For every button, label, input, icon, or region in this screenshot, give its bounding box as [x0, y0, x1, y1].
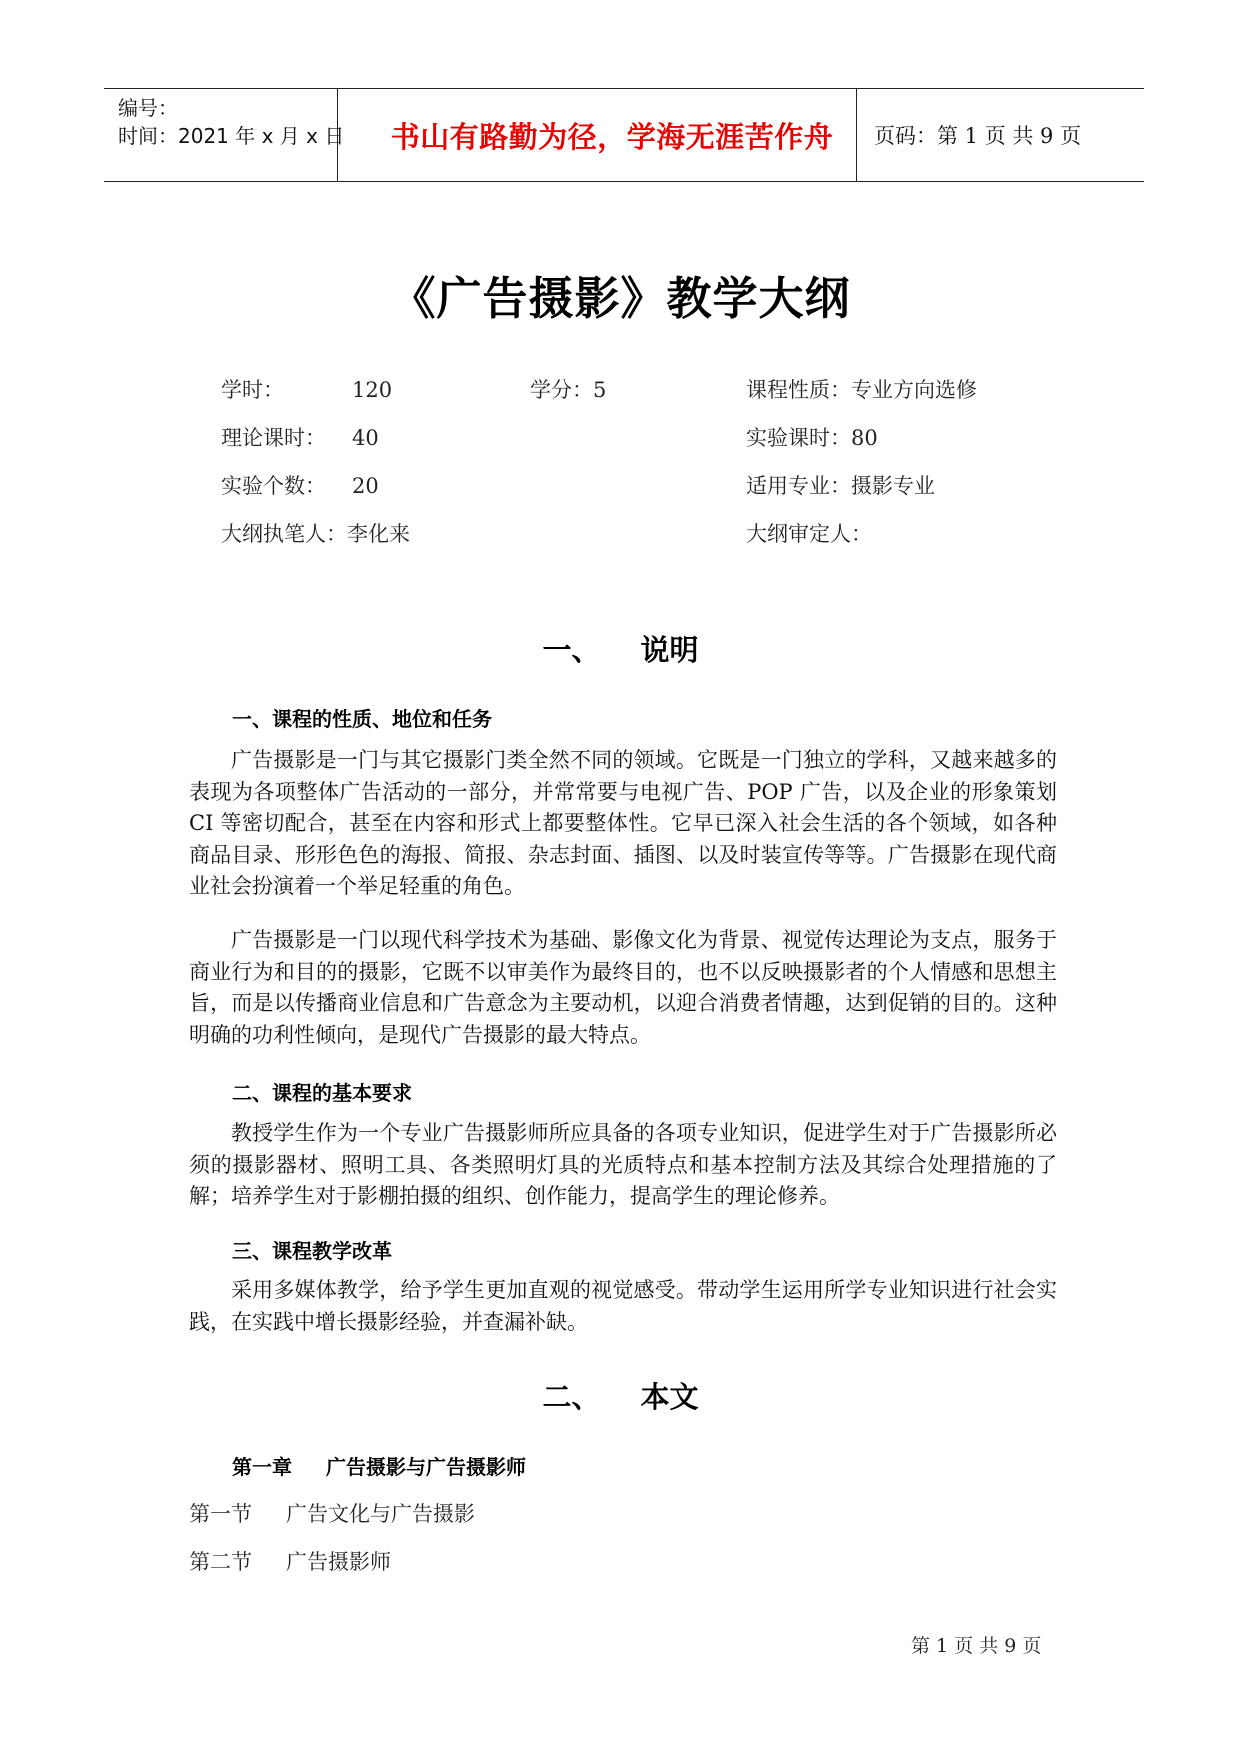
info-row-1 — [0, 372, 1241, 408]
syllabus-reviewer: 大纲审定人： — [746, 522, 872, 546]
section-line-1 — [189, 1498, 475, 1528]
header-page-label: 页码：第 1 页 共 9 页 — [874, 124, 1082, 148]
header-number-label: 编号： — [118, 96, 178, 120]
chapter-number: 第一章 — [232, 1455, 292, 1479]
theory-hours-label: 理论课时： — [221, 426, 326, 450]
section-1-label: 第一节 — [189, 1502, 252, 1526]
paragraph-4: 采用多媒体教学，给予学生更加直观的视觉感受。带动学生运用所学专业知识进行社会实践，在实践中增长摄影经验，并查漏补缺。 — [189, 1278, 1057, 1334]
hours-value: 120 — [352, 378, 393, 402]
section-2-label: 第二节 — [189, 1550, 252, 1574]
section-1-number: 一、 — [542, 633, 601, 667]
chapter-heading — [232, 1451, 526, 1480]
document-title: 《广告摄影》教学大纲 — [390, 272, 851, 325]
paragraph-2: 广告摄影是一门以现代科学技术为基础、影像文化为背景、视觉传达理论为支点，服务于商业行为和目的的摄影，它既不以审美作为最终目的，也不以反映摄影者的个人情感和思想主旨，而是以传播商业信息和广告意念为主要动机，以迎合消费者情趣，达到促销的目的。这种明确的功利性倾向，是现代广告摄影的最大特点。 — [189, 928, 1057, 1047]
applicable-major: 适用专业：摄影专业 — [746, 474, 935, 498]
info-row-3 — [0, 468, 1241, 504]
section-heading-1 — [0, 628, 1241, 669]
section-1-name: 广告文化与广告摄影 — [286, 1502, 475, 1526]
section-1-title: 说明 — [640, 633, 699, 667]
header-divider-right — [856, 89, 857, 181]
subheading-course-nature: 一、课程的性质、地位和任务 — [232, 707, 492, 731]
paragraph-3: 教授学生作为一个专业广告摄影师所应具备的各项专业知识，促进学生对于广告摄影所必须的摄影器材、照明工具、各类照明灯具的光质特点和基本控制方法及其综合处理措施的了解；培养学生对于影棚拍摄的组织、创作能力，提高学生的理论修养。 — [189, 1121, 1057, 1208]
info-row-2 — [0, 420, 1241, 456]
hours-label: 学时： — [221, 378, 284, 402]
section-2-number: 二、 — [542, 1380, 601, 1414]
section-line-2 — [189, 1546, 391, 1576]
document-header — [104, 88, 1144, 182]
theory-hours-value: 40 — [352, 426, 379, 450]
info-row-4 — [0, 516, 1241, 552]
lab-count-label: 实验个数： — [221, 474, 326, 498]
chapter-title: 广告摄影与广告摄影师 — [326, 1455, 526, 1479]
subheading-teaching-reform: 三、课程教学改革 — [232, 1239, 392, 1263]
header-time-label: 时间：2021 年 x 月 x 日 — [118, 124, 345, 148]
header-meta — [118, 94, 344, 150]
course-nature: 课程性质：专业方向选修 — [746, 378, 977, 402]
header-motto: 书山有路勤为径，学海无涯苦作舟 — [390, 119, 834, 154]
paragraph-1: 广告摄影是一门与其它摄影门类全然不同的领域。它既是一门独立的学科，又越来越多的表现为各项整体广告活动的一部分，并常常要与电视广告、POP 广告，以及企业的形象策划 CI 等密切配合，甚至在内容和形式上都要整体性。它早已深入社会生活的各个领域，如各种商品目录、形形色色的海报、简报、杂志封面、插图、以及时装宣传等等。广告摄影在现代商业社会扮演着一个举足轻重的角色。 — [189, 748, 1057, 898]
subheading-basic-requirements: 二、课程的基本要求 — [232, 1081, 412, 1105]
section-2-title: 本文 — [640, 1380, 699, 1414]
lab-hours: 实验课时：80 — [746, 426, 878, 450]
credits: 学分：5 — [530, 378, 607, 402]
lab-count-value: 20 — [352, 474, 379, 498]
syllabus-author: 大纲执笔人：李化来 — [221, 522, 410, 546]
section-heading-2 — [0, 1375, 1241, 1416]
page-footer: 第 1 页 共 9 页 — [911, 1635, 1042, 1657]
section-2-name: 广告摄影师 — [286, 1550, 391, 1574]
